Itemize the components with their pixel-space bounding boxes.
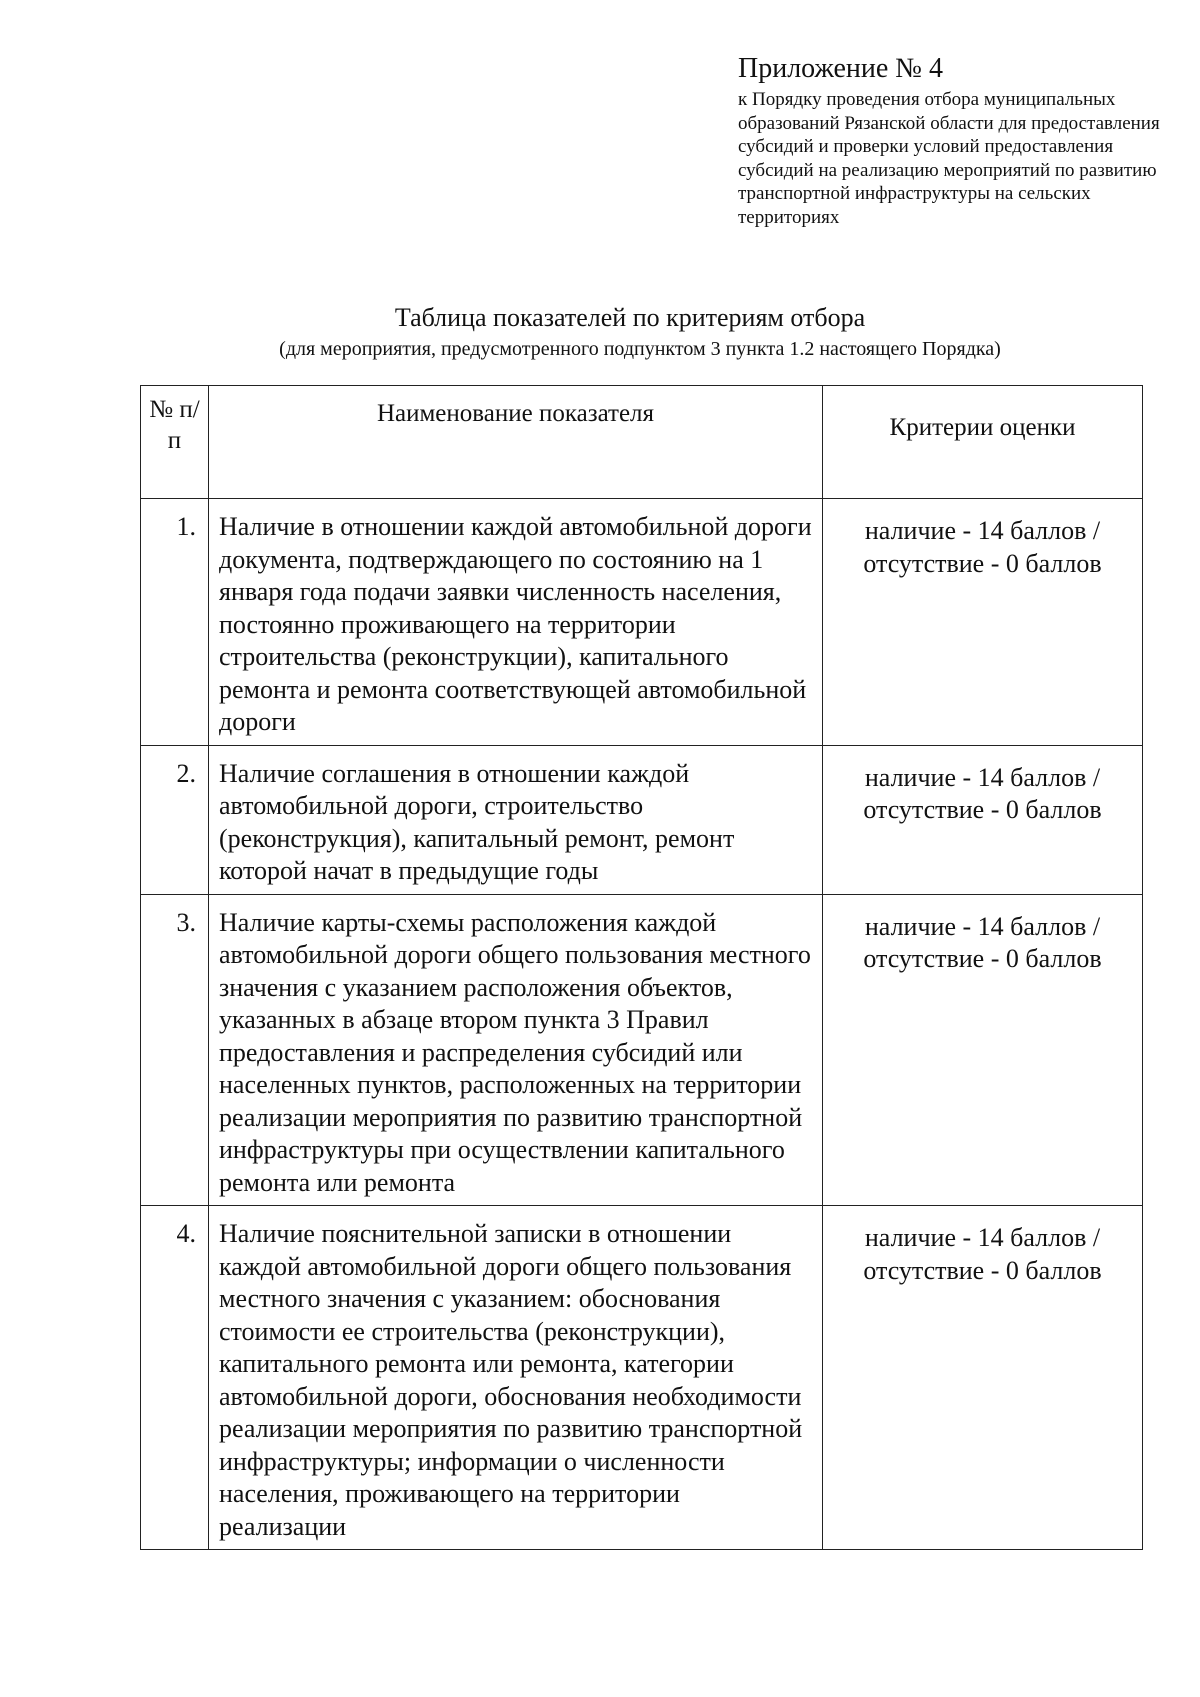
row-indicator-name: Наличие соглашения в отношении каждой автомобильной дороги, строительство (реконструкция), капитальный ремонт, ремонт которой начат в предыдущие годы	[209, 745, 823, 894]
row-number: 4.	[141, 1206, 209, 1550]
criteria-table	[140, 385, 1143, 1550]
appendix-block	[738, 52, 1168, 229]
row-criteria: наличие - 14 баллов / отсутствие - 0 баллов	[823, 1206, 1143, 1550]
table-row	[141, 1206, 1143, 1550]
table-title: Таблица показателей по критериям отбора	[394, 303, 866, 332]
header-number: № п/п	[141, 386, 209, 499]
table-header-row	[141, 386, 1143, 499]
table-heading	[0, 302, 1200, 362]
row-criteria: наличие - 14 баллов / отсутствие - 0 баллов	[823, 745, 1143, 894]
row-indicator-name: Наличие пояснительной записки в отношении каждой автомобильной дороги общего пользования местного значения с указанием: обоснования стоимости ее строительства (реконструкции), капитального ремонта или ремонта, категории автомобильной дороги, обоснования необходимости реализации мероприятия по развитию транспортной инфраструктуры; информации о численности населения, проживающего на территории реализации	[209, 1206, 823, 1550]
table-row	[141, 745, 1143, 894]
row-criteria: наличие - 14 баллов / отсутствие - 0 баллов	[823, 894, 1143, 1206]
table-subtitle: (для мероприятия, предусмотренного подпунктом 3 пункта 1.2 настоящего Порядка)	[279, 338, 1001, 360]
row-number: 3.	[141, 894, 209, 1206]
appendix-title: Приложение № 4	[738, 53, 943, 84]
row-indicator-name: Наличие в отношении каждой автомобильной дороги документа, подтверждающего по состоянию на 1 января года подачи заявки численность населения, постоянно проживающего на территории строительства (реконструкции), капитального ремонта и ремонта соответствующей автомобильной дороги	[209, 499, 823, 746]
table-row	[141, 894, 1143, 1206]
header-criteria: Критерии оценки	[823, 386, 1143, 499]
row-number: 2.	[141, 745, 209, 894]
row-number: 1.	[141, 499, 209, 746]
header-name: Наименование показателя	[209, 386, 823, 499]
row-criteria: наличие - 14 баллов / отсутствие - 0 баллов	[823, 499, 1143, 746]
table-row	[141, 499, 1143, 746]
row-indicator-name: Наличие карты-схемы расположения каждой автомобильной дороги общего пользования местного значения с указанием расположения объектов, указанных в абзаце втором пункта 3 Правил предоставления и распределения субсидий или населенных пунктов, расположенных на территории реализации мероприятия по развитию транспортной инфраструктуры при осуществлении капитального ремонта или ремонта	[209, 894, 823, 1206]
appendix-description: к Порядку проведения отбора муниципальных образований Рязанской области для предоставления субсидий и проверки условий предоставления субсидий на реализацию мероприятий по развитию транспортной инфраструктуры на сельских территориях	[738, 89, 1160, 228]
